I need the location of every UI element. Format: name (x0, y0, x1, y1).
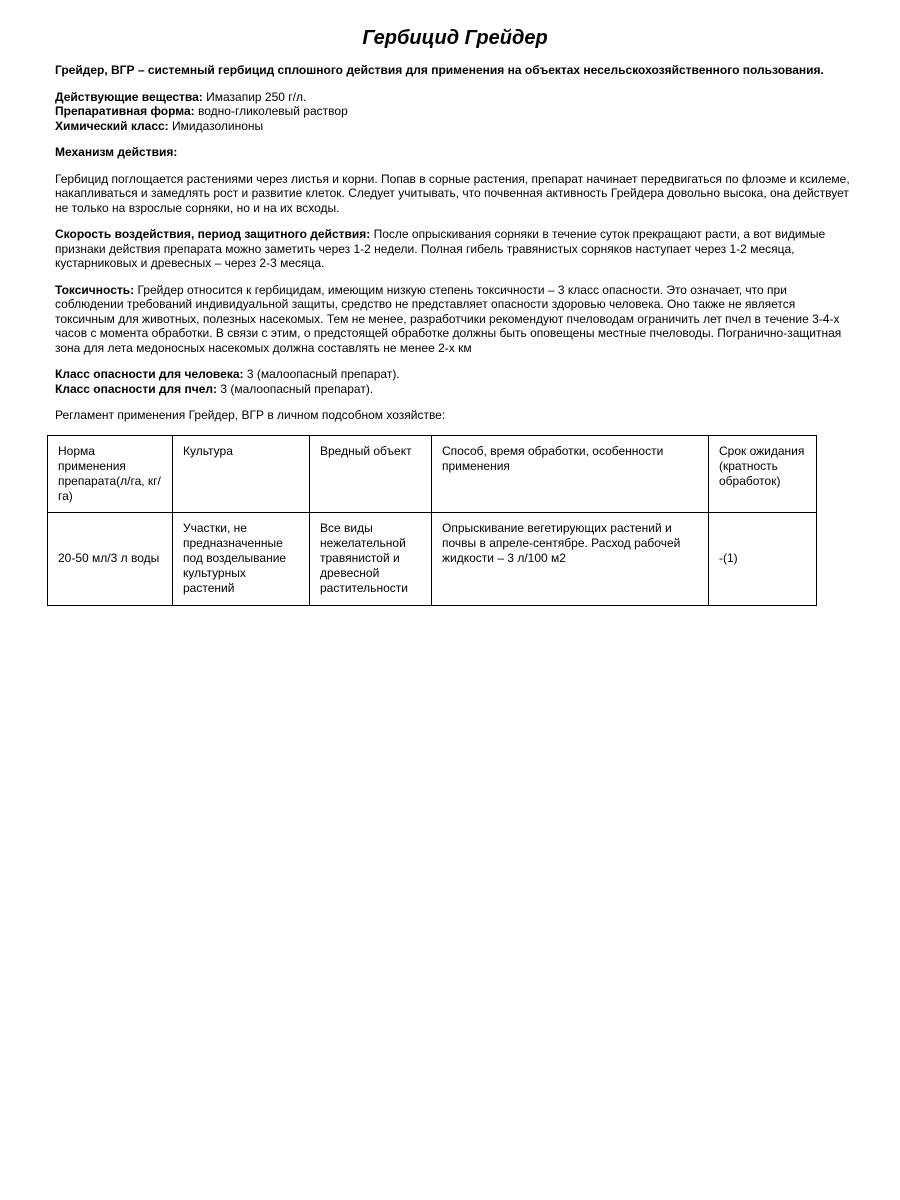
properties-block (55, 90, 855, 134)
toxicity-text: Грейдер относится к гербицидам, имеющим низкую степень токсичности – 3 класс опасности. Это означает, что при соблюдении требований индивидуальной защиты, средство не представляет опасности здоровью человека. Оно также не является токсичным для животных, полезных насекомых. Тем не менее, разработчики рекомендуют пчеловодам ограничить лет пчел в течение 3-4-х часов с момента обработки. В связи с этим, о предстоящей обработке должны быть оповещены местные пчеловоды. Погранично-защитная зона для лета медоносных насекомых должна составлять не менее 2-х км (55, 282, 842, 355)
hazard-class-bees-value: 3 (малоопасный препарат). (220, 381, 374, 396)
table-cell-rate: 20-50 мл/3 л воды (48, 512, 173, 605)
hazard-class-human-label: Класс опасности для человека: (55, 367, 244, 381)
hazard-class-bees (55, 382, 855, 397)
property-active-ingredients-value: Имазапир 250 г/л. (206, 89, 307, 104)
table-header-row (48, 435, 817, 512)
property-chemical-class-value: Имидазолиноны (172, 118, 264, 133)
speed-label: Скорость воздействия, период защитного действия: (55, 227, 371, 241)
table-cell-waiting-period: -(1) (709, 512, 817, 605)
table-cell-method: Опрыскивание вегетирующих растений и почвы в апреле-сентябре. Расход рабочей жидкости – 3 л/100 м2 (432, 512, 709, 605)
property-active-ingredients-label: Действующие вещества: (55, 89, 203, 104)
mechanism-heading: Механизм действия: (55, 145, 178, 159)
table-row (48, 512, 817, 605)
hazard-class-block (55, 367, 855, 396)
table-header-rate: Норма применения препарата(л/га, кг/га) (48, 435, 173, 512)
property-formulation-label: Препаративная форма: (55, 104, 195, 118)
speed-text: После опрыскивания сорняки в течение суток прекращают расти, а вот видимые признаки действия препарата можно заметить через 1-2 недели. Полная гибель травянистых сорняков наступает через 1-2 месяца, кустарниковых и древесных – через 2-3 месяца. (55, 227, 826, 270)
property-formulation-value: водно-гликолевый раствор (198, 104, 348, 118)
intro-paragraph: Грейдер, ВГР – системный гербицид сплошного действия для применения на объектах несельскохозяйственного пользования. (55, 63, 824, 77)
property-formulation (55, 104, 855, 119)
hazard-class-bees-label: Класс опасности для пчел: (55, 381, 217, 396)
property-active-ingredients (55, 90, 855, 105)
application-regulation-table (47, 435, 817, 606)
toxicity-paragraph (55, 283, 855, 356)
hazard-class-human-value: 3 (малоопасный препарат). (246, 367, 400, 381)
property-chemical-class (55, 119, 855, 134)
table-header-method: Способ, время обработки, особенности применения (432, 435, 709, 512)
table-cell-pest: Все виды нежелательной травянистой и древесной растительности (310, 512, 432, 605)
table-header-waiting-period: Срок ожидания (кратность обработок) (709, 435, 817, 512)
table-header-pest: Вредный объект (310, 435, 432, 512)
regulation-intro: Регламент применения Грейдер, ВГР в личном подсобном хозяйстве: (55, 408, 446, 422)
hazard-class-human (55, 367, 855, 382)
speed-paragraph (55, 227, 855, 271)
page-title: Гербицид Грейдер (362, 27, 548, 49)
toxicity-label: Токсичность: (55, 282, 135, 297)
table-cell-culture: Участки, не предназначенные под возделывание культурных растений (173, 512, 310, 605)
table-header-culture: Культура (173, 435, 310, 512)
property-chemical-class-label: Химический класс: (55, 118, 169, 133)
mechanism-text: Гербицид поглощается растениями через листья и корни. Попав в сорные растения, препарат начинает передвигаться по флоэме и ксилеме, накапливаться и замедлять рост и развитие клеток. Следует учитывать, что почвенная активность Грейдера довольно высока, она действует не только на взрослые сорняки, но и на их всходы. (55, 171, 850, 215)
